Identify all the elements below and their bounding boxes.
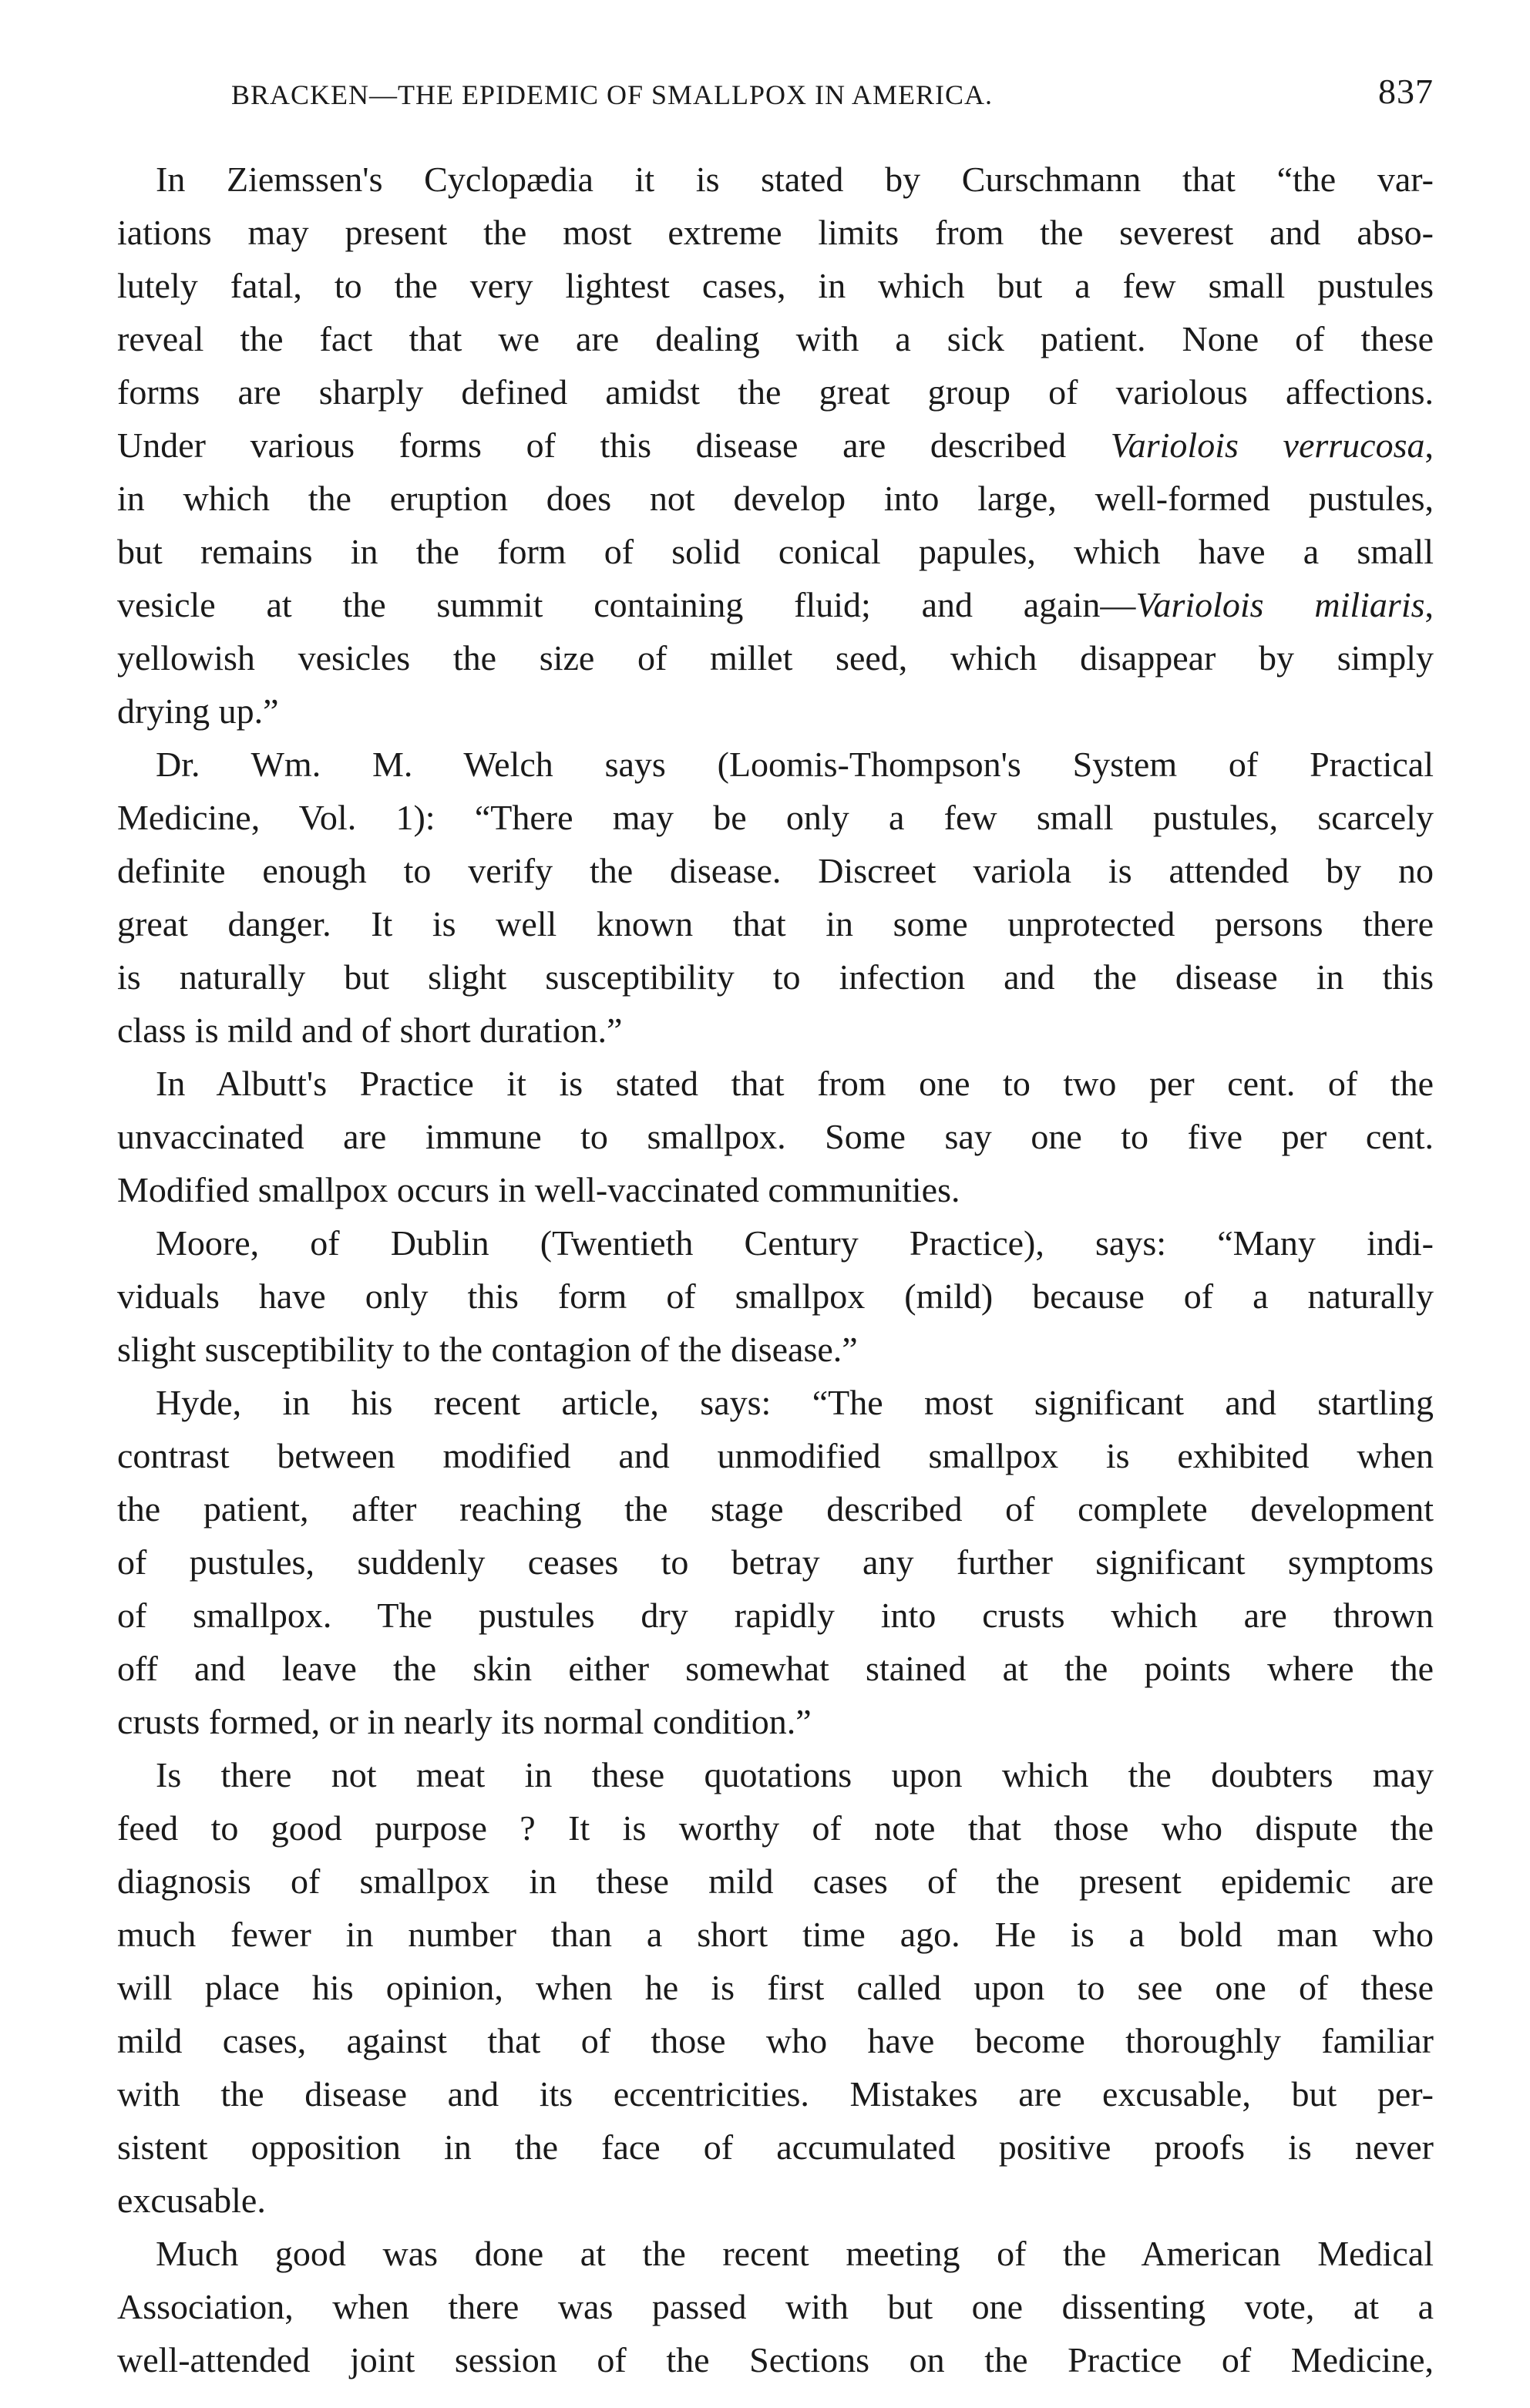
text-line: Association, when there was passed with but one dissenting vote, at a xyxy=(117,2287,1434,2326)
text-line: iations may present the most extreme limits from the severest and abso- xyxy=(117,213,1434,252)
running-header xyxy=(231,71,1434,117)
text-line: off and leave the skin either somewhat stained at the points where the xyxy=(117,1649,1434,1688)
text-line: Moore, of Dublin (Twentieth Century Practice), says: “Many indi- xyxy=(156,1223,1434,1263)
paragraph xyxy=(117,1216,1434,1376)
text-line: vesicle at the summit containing fluid; and again—Variolois miliaris, xyxy=(117,585,1434,624)
paragraph xyxy=(117,153,1434,738)
running-title: BRACKEN—THE EPIDEMIC OF SMALLPOX IN AMERICA. xyxy=(231,79,994,110)
text-line: Dr. Wm. M. Welch says (Loomis-Thompson's System of Practical xyxy=(156,745,1434,784)
text-line: lutely fatal, to the very lightest cases, in which but a few small pustules xyxy=(117,266,1434,305)
text-line: Medicine, Vol. 1): “There may be only a few small pustules, scarcely xyxy=(117,798,1434,837)
text-line: viduals have only this form of smallpox (mild) because of a naturally xyxy=(117,1276,1434,1316)
text-line: slight susceptibility to the contagion of the disease.” xyxy=(117,1330,858,1369)
text-line: but remains in the form of solid conical papules, which have a small xyxy=(117,532,1434,571)
text-line: forms are sharply defined amidst the great group of variolous affections. xyxy=(117,372,1434,412)
text-line: of smallpox. The pustules dry rapidly into crusts which are thrown xyxy=(117,1596,1434,1635)
text-line: reveal the fact that we are dealing with a sick patient. None of these xyxy=(117,319,1434,358)
paragraph xyxy=(117,2227,1434,2386)
text-line: drying up.” xyxy=(117,691,279,731)
text-line: In Ziemssen's Cyclopædia it is stated by Curschmann that “the var- xyxy=(156,160,1434,199)
text-line: with the disease and its eccentricities. Mistakes are excusable, but per- xyxy=(117,2074,1434,2114)
text-line: yellowish vesicles the size of millet seed, which disappear by simply xyxy=(117,638,1434,678)
text-line: class is mild and of short duration.” xyxy=(117,1011,623,1050)
text-line: will place his opinion, when he is first called upon to see one of these xyxy=(117,1968,1434,2007)
text-line: In Albutt's Practice it is stated that from one to two per cent. of the xyxy=(156,1064,1434,1103)
text-line: crusts formed, or in nearly its normal condition.” xyxy=(117,1702,812,1741)
text-line: the patient, after reaching the stage described of complete development xyxy=(117,1489,1434,1529)
text-line: mild cases, against that of those who have become thoroughly familiar xyxy=(117,2021,1434,2060)
text-line: Modified smallpox occurs in well-vaccinated communities. xyxy=(117,1170,960,1209)
text-line: of pustules, suddenly ceases to betray any further significant symptoms xyxy=(117,1542,1434,1582)
text-line: unvaccinated are immune to smallpox. Some say one to five per cent. xyxy=(117,1117,1434,1156)
text-line: feed to good purpose ? It is worthy of note that those who dispute the xyxy=(117,1808,1434,1848)
paragraph xyxy=(117,1057,1434,1216)
text-line: Much good was done at the recent meeting of the American Medical xyxy=(156,2234,1434,2273)
text-line: definite enough to verify the disease. Discreet variola is attended by no xyxy=(117,851,1434,890)
page-number: 837 xyxy=(1378,72,1434,111)
text-line: well-attended joint session of the Sections on the Practice of Medicine, xyxy=(117,2340,1434,2379)
paragraph xyxy=(117,1376,1434,1748)
text-line: much fewer in number than a short time ago. He is a bold man who xyxy=(117,1915,1434,1954)
text-line: great danger. It is well known that in some unprotected persons there xyxy=(117,904,1434,943)
text-line: sistent opposition in the face of accumulated positive proofs is never xyxy=(117,2127,1434,2167)
text-line: contrast between modified and unmodified smallpox is exhibited when xyxy=(117,1436,1434,1475)
text-line: Is there not meat in these quotations upon which the doubters may xyxy=(156,1755,1434,1794)
text-line: is naturally but slight susceptibility to infection and the disease in this xyxy=(117,957,1434,997)
text-line: Under various forms of this disease are described Variolois verrucosa, xyxy=(117,425,1434,465)
text-line: Hyde, in his recent article, says: “The most significant and startling xyxy=(156,1383,1434,1422)
text-line: in which the eruption does not develop into large, well-formed pustules, xyxy=(117,479,1434,518)
text-line: diagnosis of smallpox in these mild cases of the present epidemic are xyxy=(117,1861,1434,1901)
article-body xyxy=(117,153,1434,2386)
paragraph xyxy=(117,738,1434,1057)
paragraph xyxy=(117,1748,1434,2227)
text-line: excusable. xyxy=(117,2181,266,2220)
